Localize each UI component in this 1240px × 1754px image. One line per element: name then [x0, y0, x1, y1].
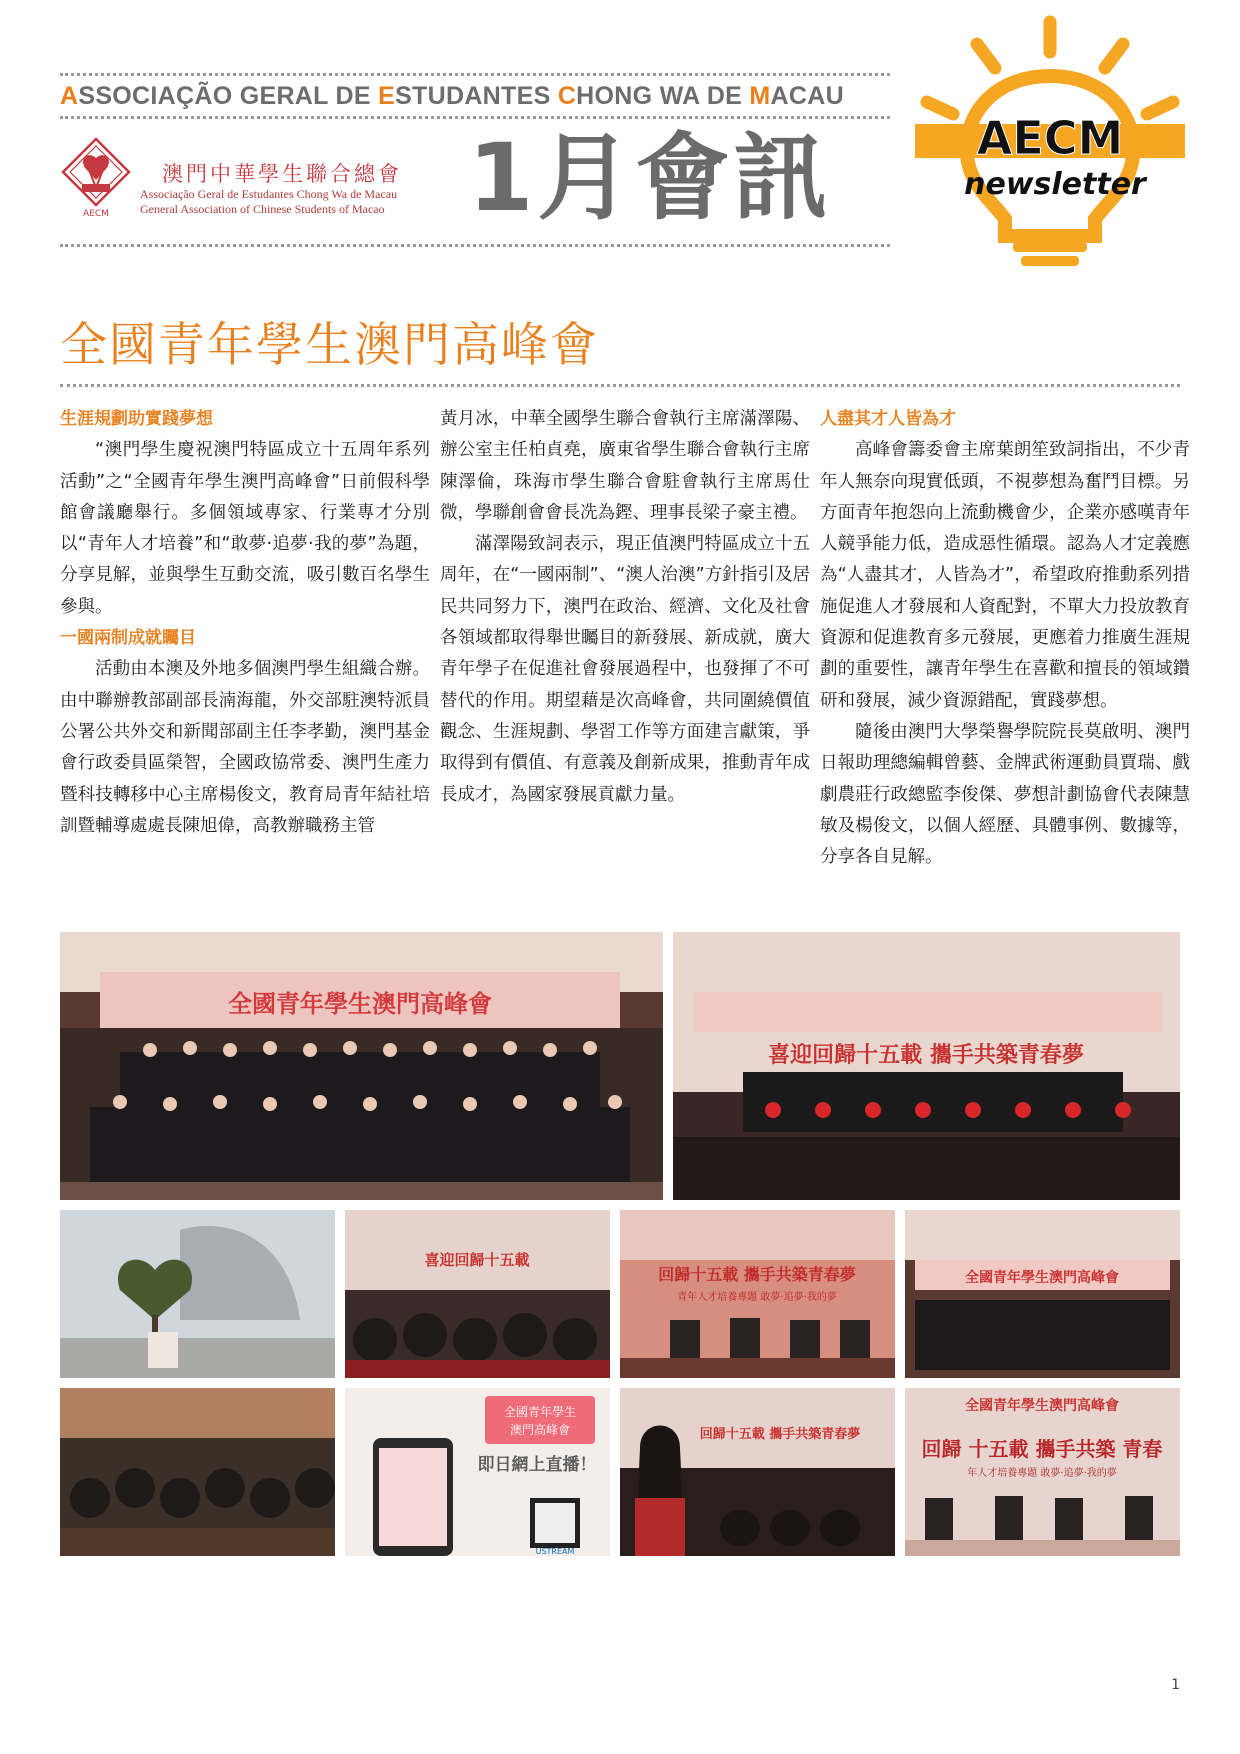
banner-subtext: 年人才培養專題 敢夢·追夢·我的夢	[967, 1468, 1117, 1479]
header-bottom-divider	[60, 244, 890, 247]
association-name-pt	[60, 82, 844, 111]
photo-panel-audience-back	[620, 1388, 895, 1556]
association-name-segment: M	[749, 82, 771, 110]
association-seal-logo	[60, 136, 132, 224]
association-name-segment: HONG	[576, 82, 660, 110]
headline-divider	[60, 384, 1180, 387]
subheading-one-country: 一國兩制成就矚目	[60, 628, 196, 649]
banner-text: 回歸十五載 攜手共築青春夢	[699, 1427, 861, 1442]
banner-text-large: 回歸 十五載 攜手共築 青春	[921, 1437, 1163, 1461]
paragraph: 活動由本澳及外地多個澳門學生組織合辦。由中聯辦教部副部長湳海龍，外交部駐澳特派員公署公共外交和新聞部副主任李孝勤，澳門基金會行政委員區榮智，全國政協常委、澳門生產力暨科技轉移中心主席楊俊文，教育局青年結社培訓暨輔導處處長陳旭偉，高教辦職務主管	[60, 659, 430, 836]
subheading-career-planning: 生涯規劃助實踐夢想	[60, 409, 213, 429]
poster-ustream-label: USTREAM	[535, 1547, 575, 1556]
association-name-segment: ACAU	[770, 82, 844, 110]
page-number: 1	[1171, 1677, 1180, 1693]
paragraph: “澳門學生慶祝澳門特區成立十五周年系列活動”之“全國青年學生澳門高峰會”日前假科學館會議廳舉行。多個領域專家、行業專才分別以“青年人才培養”和“敢夢·追夢·我的夢”為題，分享見解，並與學生互動交流，吸引數百名學生參與。	[60, 440, 430, 617]
photo-panel-discussion-1	[620, 1210, 895, 1378]
poster-title-line1: 全國青年學生	[503, 1405, 577, 1419]
poster-title-line2: 澳門高峰會	[509, 1423, 571, 1437]
association-name-en: General Association of Chinese Students of Macao	[140, 202, 385, 216]
association-name-segment: A DE	[682, 82, 750, 110]
banner-subtext: 青年人才培養專題 敢夢·追夢·我的夢	[677, 1292, 837, 1303]
association-name-segment: C	[557, 82, 577, 110]
seal-caption: AECM	[83, 209, 109, 219]
association-name-cn: 澳門中華學生聯合總會	[162, 162, 402, 186]
article-column-2	[440, 404, 810, 811]
header-top-divider	[60, 73, 890, 76]
article-column-1	[60, 404, 430, 842]
banner-text: 喜迎回歸十五載	[424, 1251, 530, 1269]
banner-text: 喜迎回歸十五載 攜手共築青春夢	[768, 1043, 1084, 1068]
photo-ribbon-cutting	[673, 932, 1180, 1200]
subheading-talent: 人盡其才人皆為才	[820, 409, 956, 429]
banner-text: 全國青年學生澳門高峰會	[965, 1270, 1119, 1286]
logo-text-newsletter: newsletter	[964, 167, 1146, 202]
photo-audience-wide	[60, 1388, 335, 1556]
photo-panel-discussion-2	[905, 1388, 1180, 1556]
paragraph: 黃月冰，中華全國學生聯合會執行主席滿澤陽、辦公室主任柏貞堯，廣東省學生聯合會執行主席陳澤倫，珠海市學生聯合會駐會執行主席馬仕微，學聯創會會長冼為鏗、理事長梁子豪主禮。	[440, 409, 810, 523]
issue-title: 1月會訊	[468, 124, 832, 233]
logo-text-aecm: AECM	[976, 111, 1124, 165]
photo-group-picture-2	[905, 1210, 1180, 1378]
article-column-3	[820, 404, 1190, 873]
paragraph: 滿澤陽致詞表示，現正值澳門特區成立十五周年，在“一國兩制”、“澳人治澳”方針指引及居民共同努力下，澳門在政治、經濟、文化及社會各領域都取得舉世矚目的新發展、新成就，廣大青年學子在促進社會發展過程中，也發揮了不可替代的作用。期望藉是次高峰會，共同圍繞價值觀念、生涯規劃、學習工作等方面建言獻策，爭取得到有價值、有意義及創新成果，推動青年成長成才，為國家發展貢獻力量。	[440, 534, 810, 805]
association-name-segment: ERAL DE	[259, 82, 379, 110]
photo-audience-hall	[345, 1210, 610, 1378]
banner-text: 回歸十五載 攜手共築青春夢	[658, 1265, 856, 1284]
association-name-segment: W	[659, 82, 683, 110]
article-headline: 全國青年學生澳門高峰會	[60, 318, 599, 373]
banner-text: 全國青年學生澳門高峰會	[228, 990, 492, 1018]
association-name-segment: A	[60, 82, 79, 110]
association-name-segment: SSOCIAÇÃO	[78, 82, 240, 110]
association-name-segment: E	[378, 82, 396, 110]
photo-science-center-heart-tree	[60, 1210, 335, 1378]
association-name-segment: G	[239, 82, 260, 110]
association-name-pt-small: Associação Geral de Estudantes Chong Wa de Macau	[140, 187, 398, 201]
paragraph: 隨後由澳門大學榮譽學院院長莫啟明、澳門日報助理總編輯曾藝、金牌武術運動員賈瑞、戲劇農莊行政總監李俊傑、夢想計劃協會代表陳慧敏及楊俊文，以個人經歷、具體事例、數據等，分享各自見解。	[820, 721, 1190, 868]
aecm-newsletter-logo	[905, 14, 1195, 276]
photo-livestream-poster	[345, 1388, 610, 1556]
poster-live-text: 即日網上直播！	[477, 1455, 597, 1475]
header-mid-divider	[60, 116, 890, 119]
paragraph: 高峰會籌委會主席葉朗笙致詞指出，不少青年人無奈向現實低頭，不視夢想為奮鬥目標。另方面青年抱怨向上流動機會少，企業亦感嘆青年人競爭能力低，造成惡性循環。認為人才定義應為“人盡其才，人皆為才”，希望政府推動系列措施促進人才發展和人資配對，不單大力投放教育資源和促進教育多元發展，更應着力推廣生涯規劃的重要性，讓青年學生在喜歡和擅長的領域鑽研和發展，減少資源錯配，實踐夢想。	[820, 440, 1190, 711]
banner-text: 全國青年學生澳門高峰會	[965, 1398, 1119, 1414]
photo-group-picture	[60, 932, 663, 1200]
association-name-segment: STUDANTES	[395, 82, 558, 110]
